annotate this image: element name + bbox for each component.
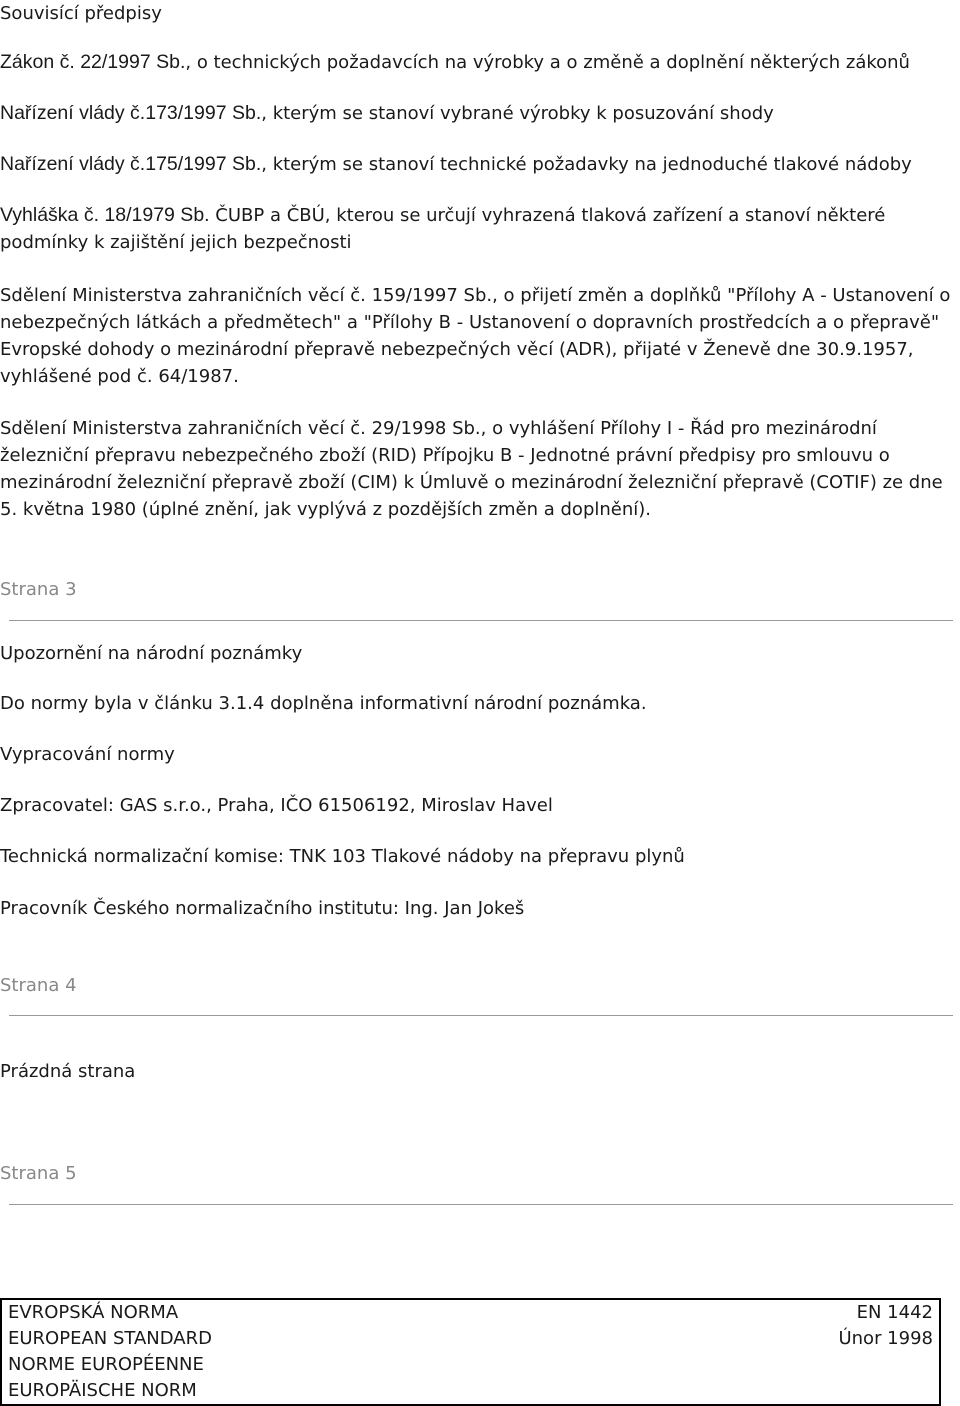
standard-row [1, 1378, 940, 1405]
standard-name: EUROPEAN STANDARD [8, 1328, 212, 1349]
preparation-heading: Vypracování normy [0, 744, 175, 765]
processor-line: Zpracovatel: GAS s.r.o., Praha, IČO 61506192, Miroslav Havel [0, 795, 553, 816]
standard-name: EUROPÄISCHE NORM [8, 1380, 197, 1401]
regulation-description: , o vyhlášení Přílohy I - Řád pro mezinárodní železniční přepravu nebezpečného zboží (RID) Přípojku B - Jednotné právní předpisy pro smlouvu o mezinárodní železniční přepravě zboží (CIM) k Úmluvě o mezinárodní železniční přepravě (COTIF) ze dne 5. května 1980 (úplné znění, jak vyplývá z pozdějších změn a doplnění). [0, 418, 943, 520]
standard-name: EVROPSKÁ NORMA [8, 1302, 179, 1323]
notice-text: Do normy byla v článku 3.1.4 doplněna informativní národní poznámka. [0, 693, 647, 714]
standard-name: NORME EUROPÉENNE [8, 1354, 204, 1375]
regulation-description: ČUBP a ČBÚ, kterou se určují vyhrazená tlaková zařízení a stanoví některé podmínky k zajištění jejich bezpečnosti [0, 205, 886, 253]
regulation-lead: Vyhláška č. 18/1979 Sb. [0, 204, 210, 226]
notice-heading: Upozornění na národní poznámky [0, 643, 303, 664]
page-divider [9, 1204, 953, 1205]
regulation-lead: Nařízení vlády č.173/1997 Sb. [0, 102, 262, 124]
institute-worker-line: Pracovník Českého normalizačního institutu: Ing. Jan Jokeš [0, 898, 525, 919]
page-marker: Strana 5 [0, 1163, 77, 1184]
regulation-item [0, 49, 955, 76]
regulation-item [0, 151, 955, 178]
regulation-description: , o technických požadavcích na výrobky a o změně a doplnění některých zákonů [185, 52, 910, 73]
related-heading: Souvisící předpisy [0, 3, 162, 24]
regulation-lead: Nařízení vlády č.175/1997 Sb. [0, 153, 262, 175]
regulation-item [0, 282, 955, 390]
regulation-lead: Sdělení Ministerstva zahraničních věcí č. 29/1998 Sb. [0, 418, 481, 439]
standard-empty-cell [629, 1352, 940, 1378]
standard-date: Únor 1998 [838, 1328, 933, 1349]
standard-empty-cell [629, 1378, 940, 1405]
standard-row [1, 1352, 940, 1378]
committee-line: Technická normalizační komise: TNK 103 Tlakové nádoby na přepravu plynů [0, 846, 685, 867]
page-divider [9, 620, 953, 621]
regulation-lead: Sdělení Ministerstva zahraničních věcí č. 159/1997 Sb. [0, 285, 493, 306]
page-marker: Strana 4 [0, 975, 77, 996]
standard-row [1, 1299, 940, 1326]
regulation-item [0, 202, 955, 256]
standard-title-box [0, 1298, 941, 1406]
regulation-description: , kterým se stanoví technické požadavky na jednoduché tlakové nádoby [261, 154, 912, 175]
empty-page-note: Prázdná strana [0, 1061, 136, 1082]
page-divider [9, 1015, 953, 1016]
standard-number: EN 1442 [856, 1302, 933, 1323]
regulation-item [0, 100, 955, 127]
standard-row [1, 1326, 940, 1352]
regulation-item [0, 415, 955, 523]
page-marker: Strana 3 [0, 579, 77, 600]
regulation-lead: Zákon č. 22/1997 Sb. [0, 51, 186, 73]
regulation-description: , kterým se stanoví vybrané výrobky k posuzování shody [261, 103, 774, 124]
regulation-description: , o přijetí změn a doplňků "Přílohy A - Ustanovení o nebezpečných látkách a předmětech" a "Přílohy B - Ustanovení o dopravních prostředcích a o přepravě" Evropské dohody o mezinárodní přepravě nebezpečných věcí (ADR), přijaté v Ženevě dne 30.9.1957, vyhlášené pod č. 64/1987. [0, 285, 951, 387]
